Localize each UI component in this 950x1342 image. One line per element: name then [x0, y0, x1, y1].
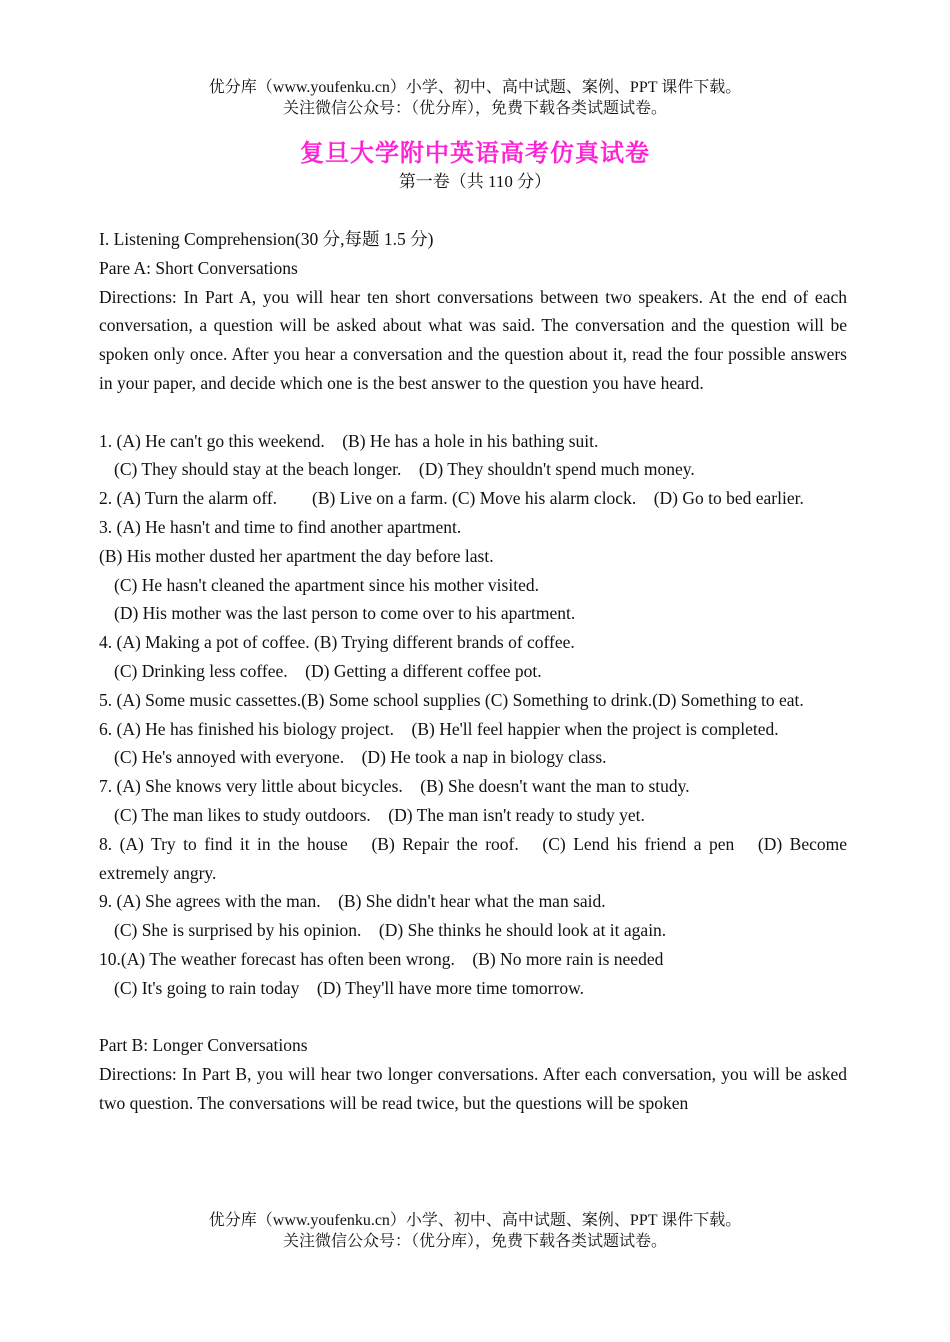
question-1-line-1: 1. (A) He can't go this weekend. (B) He has a hole in his bathing suit.: [99, 430, 599, 451]
question-7-line-1: 7. (A) She knows very little about bicycles. (B) She doesn't want the man to study.: [99, 776, 690, 797]
question-8: 8. (A) Try to find it in the house (B) Repair the roof. (C) Lend his friend a pen (D) Become extremely angry.: [99, 833, 847, 883]
document-subtitle: 第一卷（共 110 分）: [398, 172, 552, 191]
question-5: 5. (A) Some music cassettes.(B) Some school supplies (C) Something to drink.(D) Something to eat.: [99, 689, 804, 710]
question-6-line-1: 6. (A) He has finished his biology project. (B) He'll feel happier when the project is completed.: [99, 718, 779, 739]
part-a-heading: Pare A: Short Conversations: [99, 257, 298, 278]
page-footer: [0, 1210, 950, 1252]
part-b-directions: Directions: In Part B, you will hear two longer conversations. After each conversation, you will be asked two question. The conversations will be read twice, but the questions will be spoken: [99, 1064, 847, 1113]
header-line-1: 优分库（www.youfenku.cn）小学、初中、高中试题、案例、PPT 课件下载。: [208, 79, 742, 96]
page-header: [0, 77, 950, 119]
question-3-line-4: (D) His mother was the last person to come over to his apartment.: [114, 603, 576, 624]
question-1-line-2: (C) They should stay at the beach longer. (D) They shouldn't spend much money.: [114, 459, 695, 480]
question-6-line-2: (C) He's annoyed with everyone. (D) He took a nap in biology class.: [114, 747, 607, 768]
question-3-line-2: (B) His mother dusted her apartment the day before last.: [99, 545, 494, 566]
question-3-line-3: (C) He hasn't cleaned the apartment since his mother visited.: [114, 574, 539, 595]
part-b-heading: Part B: Longer Conversations: [99, 1035, 308, 1056]
question-10-line-2: (C) It's going to rain today (D) They'll have more time tomorrow.: [114, 977, 584, 998]
section-heading: I. Listening Comprehension(30 分,每题 1.5 分): [99, 229, 434, 249]
header-line-2: 关注微信公众号：（优分库），免费下载各类试题试卷。: [282, 100, 667, 117]
question-7-line-2: (C) The man likes to study outdoors. (D) The man isn't ready to study yet.: [114, 804, 645, 825]
question-9-line-2: (C) She is surprised by his opinion. (D) She thinks he should look at it again.: [114, 920, 667, 941]
question-4-line-1: 4. (A) Making a pot of coffee. (B) Trying different brands of coffee.: [99, 632, 575, 653]
document-title: 复旦大学附中英语高考仿真试卷: [300, 139, 650, 167]
document-body: [99, 225, 847, 1118]
part-a-directions: Directions: In Part A, you will hear ten short conversations between two speakers. At the end of each conversation, a question will be asked about what was said. The conversation and the question will be spoken only once. After you hear a conversation and the question about it, read the four possible answers in your paper, and decide which one is the best answer to the question you have heard.: [99, 286, 847, 393]
question-10-line-1: 10.(A) The weather forecast has often been wrong. (B) No more rain is needed: [99, 948, 664, 969]
question-2: 2. (A) Turn the alarm off. (B) Live on a farm. (C) Move his alarm clock. (D) Go to bed earlier.: [99, 488, 804, 509]
question-9-line-1: 9. (A) She agrees with the man. (B) She didn't hear what the man said.: [99, 891, 606, 912]
footer-line-2: 关注微信公众号：（优分库），免费下载各类试题试卷。: [282, 1233, 667, 1250]
question-4-line-2: (C) Drinking less coffee. (D) Getting a different coffee pot.: [114, 660, 542, 681]
footer-line-1: 优分库（www.youfenku.cn）小学、初中、高中试题、案例、PPT 课件下载。: [208, 1212, 742, 1229]
question-3-line-1: 3. (A) He hasn't and time to find another apartment.: [99, 516, 462, 537]
